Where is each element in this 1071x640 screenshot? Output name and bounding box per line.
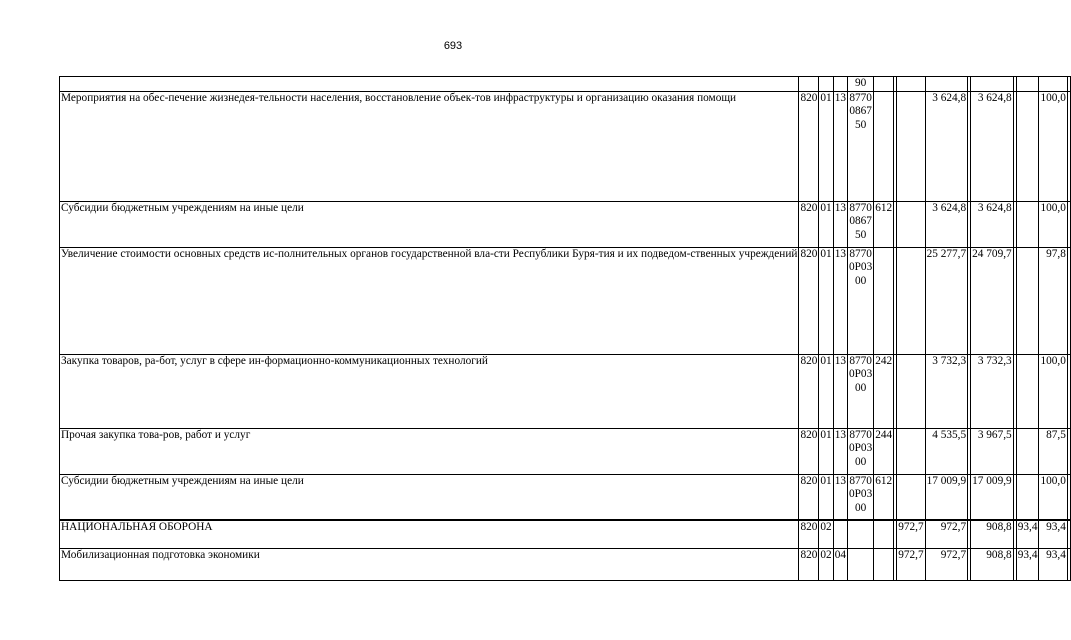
percent-cell-2: 93,4 [1039, 548, 1067, 580]
table-row [60, 77, 1071, 92]
amount-cell-5 [971, 77, 1014, 92]
amount-cell-3: 972,7 [925, 520, 968, 548]
target-article-cell [848, 548, 874, 580]
section-code-cell: 01 [819, 354, 833, 428]
expense-type-cell [874, 247, 894, 354]
table-row [60, 474, 1071, 520]
page-number: 693 [443, 40, 463, 52]
ved-code-cell: 820 [799, 520, 819, 548]
amount-cell-2 [897, 201, 925, 247]
percent-cell-1 [1016, 474, 1039, 520]
percent-cell-1: 93,4 [1016, 520, 1039, 548]
target-article-part: 8770 [849, 428, 872, 441]
target-article-part: 8770 [849, 247, 872, 260]
row-name-cell [60, 77, 799, 92]
table-row [60, 428, 1071, 474]
percent-cell-2: 87,5 [1039, 428, 1067, 474]
section-code-cell: 01 [819, 428, 833, 474]
subsection-code-cell: 13 [833, 91, 847, 201]
amount-cell-5: 24 709,7 [971, 247, 1014, 354]
table-row [60, 91, 1071, 201]
amount-cell-2 [897, 474, 925, 520]
expense-type-cell [874, 91, 894, 201]
target-article-part: 8770 [849, 201, 872, 214]
percent-cell-1 [1016, 354, 1039, 428]
target-article-part: 0P03 [849, 368, 873, 381]
amount-cell-3: 3 624,8 [925, 91, 968, 201]
subsection-code-cell: 13 [833, 474, 847, 520]
amount-cell-5: 908,8 [971, 520, 1014, 548]
section-code-cell: 01 [819, 91, 833, 201]
amount-cell-2 [897, 428, 925, 474]
ved-code-cell: 820 [799, 548, 819, 580]
percent-cell-1 [1016, 428, 1039, 474]
amount-cell-3: 4 535,5 [925, 428, 968, 474]
amount-cell-2 [897, 91, 925, 201]
row-name-cell: Субсидии бюджетным учреждениям на иные цели [60, 201, 799, 247]
table-row [60, 354, 1071, 428]
target-article-cell [848, 91, 874, 201]
target-article-part: 50 [854, 228, 867, 241]
target-article-cell [848, 520, 874, 548]
target-article-cell [848, 77, 874, 92]
target-article-part: 00 [854, 455, 867, 468]
ved-code-cell: 820 [799, 474, 819, 520]
percent-cell-2: 100,0 [1039, 201, 1067, 247]
section-code-cell [819, 77, 833, 92]
percent-cell-2: 100,0 [1039, 354, 1067, 428]
percent-cell-1 [1016, 77, 1039, 92]
amount-cell-5: 17 009,9 [971, 474, 1014, 520]
target-article-part: 0P03 [849, 488, 873, 501]
ved-code-cell: 820 [799, 247, 819, 354]
amount-cell-2: 972,7 [897, 548, 925, 580]
amount-cell-5: 3 624,8 [971, 201, 1014, 247]
expense-type-cell: 612 [874, 474, 894, 520]
amount-cell-5: 3 967,5 [971, 428, 1014, 474]
subsection-code-cell: 13 [833, 247, 847, 354]
percent-cell-3 [1067, 247, 1070, 354]
percent-cell-3 [1067, 520, 1070, 548]
percent-cell-3 [1067, 474, 1070, 520]
target-article-part: 00 [854, 274, 867, 287]
amount-cell-3: 972,7 [925, 548, 968, 580]
target-article-part: 0P03 [849, 261, 873, 274]
amount-cell-2: 972,7 [897, 520, 925, 548]
amount-cell-3: 3 732,3 [925, 354, 968, 428]
percent-cell-1 [1016, 91, 1039, 201]
percent-cell-2: 100,0 [1039, 474, 1067, 520]
expense-type-cell: 242 [874, 354, 894, 428]
percent-cell-3 [1067, 548, 1070, 580]
row-name-cell: Прочая закупка това-ров, работ и услуг [60, 428, 799, 474]
ved-code-cell [799, 77, 819, 92]
table-row [60, 520, 1071, 548]
amount-cell-3: 25 277,7 [925, 247, 968, 354]
target-article-part: 0867 [849, 215, 872, 228]
amount-cell-5: 3 732,3 [971, 354, 1014, 428]
section-code-cell: 01 [819, 247, 833, 354]
table-row [60, 247, 1071, 354]
amount-cell-2 [897, 354, 925, 428]
amount-cell-5: 908,8 [971, 548, 1014, 580]
percent-cell-1 [1016, 201, 1039, 247]
table-row [60, 548, 1071, 580]
target-article-cell [848, 428, 874, 474]
subsection-code-cell: 13 [833, 428, 847, 474]
expense-type-cell: 612 [874, 201, 894, 247]
expense-type-cell [874, 77, 894, 92]
percent-cell-3 [1067, 354, 1070, 428]
expense-type-cell [874, 548, 894, 580]
amount-cell-5: 3 624,8 [971, 91, 1014, 201]
target-article-part: 0867 [849, 105, 872, 118]
section-code-cell: 01 [819, 201, 833, 247]
target-article-cell [848, 247, 874, 354]
subsection-code-cell [833, 77, 847, 92]
target-article-part: 00 [854, 381, 867, 394]
subsection-code-cell: 13 [833, 354, 847, 428]
percent-cell-2: 97,8 [1039, 247, 1067, 354]
table-row [60, 201, 1071, 247]
expense-type-cell: 244 [874, 428, 894, 474]
target-article-cell [848, 201, 874, 247]
percent-cell-1: 93,4 [1016, 548, 1039, 580]
percent-cell-1 [1016, 247, 1039, 354]
subsection-code-cell [833, 520, 847, 548]
amount-cell-3: 17 009,9 [925, 474, 968, 520]
ved-code-cell: 820 [799, 201, 819, 247]
target-article-part: 8770 [849, 474, 872, 487]
target-article-part: 50 [854, 118, 867, 131]
percent-cell-3 [1067, 428, 1070, 474]
section-code-cell: 02 [819, 520, 833, 548]
section-code-cell: 02 [819, 548, 833, 580]
amount-cell-3 [925, 77, 968, 92]
percent-cell-3 [1067, 91, 1070, 201]
percent-cell-2: 93,4 [1039, 520, 1067, 548]
row-name-cell: Субсидии бюджетным учреждениям на иные цели [60, 474, 799, 520]
subsection-code-cell: 13 [833, 201, 847, 247]
row-name-cell: Мероприятия на обес-печение жизнедея-тельности населения, восстановление объек-тов инфраструктуры и организацию оказания помощи [60, 91, 799, 201]
section-code-cell: 01 [819, 474, 833, 520]
ved-code-cell: 820 [799, 354, 819, 428]
row-name-cell: Закупка товаров, ра-бот, услуг в сфере ин-формационно-коммуникационных технологий [60, 354, 799, 428]
percent-cell-3 [1067, 201, 1070, 247]
target-article-part: 0P03 [849, 442, 873, 455]
row-name-cell: Мобилизационная подготовка экономики [60, 548, 799, 580]
percent-cell-2: 100,0 [1039, 91, 1067, 201]
target-article-part: 8770 [849, 91, 872, 104]
target-article-cell [848, 474, 874, 520]
target-article-part: 00 [854, 501, 867, 514]
row-name-cell: Увеличение стоимости основных средств ис-полнительных органов государственной вла-сти Республики Буря-тия и их подведом-ственных учреждений [60, 247, 799, 354]
target-article-cell [848, 354, 874, 428]
amount-cell-3: 3 624,8 [925, 201, 968, 247]
percent-cell-2 [1039, 77, 1067, 92]
target-article-part: 90 [854, 77, 867, 89]
row-name-cell: НАЦИОНАЛЬНАЯ ОБОРОНА [60, 520, 799, 548]
amount-cell-2 [897, 77, 925, 92]
percent-cell-3 [1067, 77, 1070, 92]
ved-code-cell: 820 [799, 428, 819, 474]
subsection-code-cell: 04 [833, 548, 847, 580]
amount-cell-2 [897, 247, 925, 354]
ved-code-cell: 820 [799, 91, 819, 201]
budget-table [59, 76, 1071, 581]
expense-type-cell [874, 520, 894, 548]
target-article-part: 8770 [849, 354, 872, 367]
table-body [60, 77, 1071, 581]
